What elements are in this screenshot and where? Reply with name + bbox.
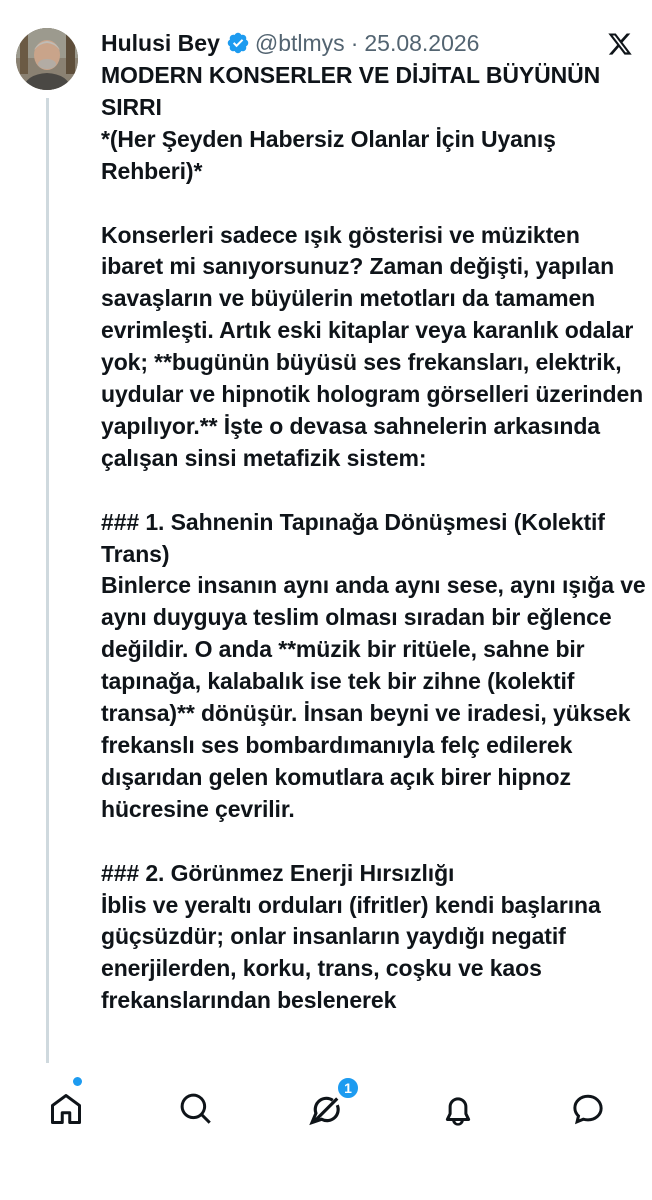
- verified-badge-icon: [226, 31, 250, 55]
- paragraph-gap: [101, 188, 646, 220]
- tweet-paragraph: Konserleri sadece ışık gösterisi ve müzikten ibaret mi sanıyorsunuz? Zaman değişti, yapılan savaşların ve büyülerin metotları da tamamen evrimleşti. Artık eski kitaplar veya karanlık odalar yok; **bugünün büyüsü ses frekansları, elektrik, uydular ve hipnotik hologram görselleri üzerinden yapılıyor.** İşte o devasa sahnelerin arkasında çalışan sinsi metafizik sistem:: [101, 221, 644, 471]
- section-heading: ### 1. Sahnenin Tapınağa Dönüşmesi (Kolektif Trans): [101, 508, 605, 567]
- nav-search[interactable]: [168, 1081, 224, 1137]
- thread-line: [46, 98, 49, 1063]
- display-name[interactable]: Hulusi Bey: [101, 30, 220, 56]
- nav-messages[interactable]: [560, 1081, 616, 1137]
- avatar-image: [16, 28, 78, 90]
- tweet-header: [101, 28, 479, 58]
- tweet-text: [101, 60, 646, 1017]
- home-icon: [48, 1091, 84, 1127]
- paragraph-gap: [101, 826, 646, 858]
- x-logo-icon[interactable]: [607, 31, 633, 57]
- tweet-title: MODERN KONSERLER VE DİJİTAL BÜYÜNÜN SIRRI: [101, 62, 601, 120]
- avatar[interactable]: [16, 28, 78, 90]
- separator-dot: ·: [350, 30, 359, 56]
- bell-icon: [440, 1091, 476, 1127]
- tweet-date[interactable]: 25.08.2026: [364, 30, 480, 56]
- paragraph-gap: [101, 475, 646, 507]
- messages-count-badge: 1: [336, 1076, 360, 1100]
- section-heading: ### 2. Görünmez Enerji Hırsızlığı: [101, 859, 455, 886]
- tweet-paragraph: Binlerce insanın aynı anda aynı sese, aynı ışığa ve aynı duyguya teslim olması sıradan bir eğlence değildir. O anda **müzik bir ritüele, sahne bir tapınağa, kalabalık ise tek bir zihne (kolektif transa)** dönüşür. İnsan beyni ve iradesi, yüksek frekanslı ses bombardımanıyla felç edilerek dışarıdan gelen komutlara açık birer hipnoz hücresine çevrilir.: [101, 572, 646, 822]
- tweet-subtitle: *(Her Şeyden Habersiz Olanlar İçin Uyanış Rehberi)*: [101, 125, 556, 184]
- home-notification-dot: [73, 1077, 82, 1086]
- nav-notifications[interactable]: [430, 1081, 486, 1137]
- nav-home[interactable]: [38, 1081, 94, 1137]
- handle[interactable]: @btlmys: [254, 30, 345, 56]
- tweet-paragraph: İblis ve yeraltı orduları (ifritler) kendi başlarına güçsüzdür; onlar insanların yaydığı negatif enerjilerden, korku, trans, coşku ve kaos frekanslarından beslenerek: [101, 891, 601, 1014]
- message-icon: [570, 1091, 606, 1127]
- search-icon: [178, 1091, 214, 1127]
